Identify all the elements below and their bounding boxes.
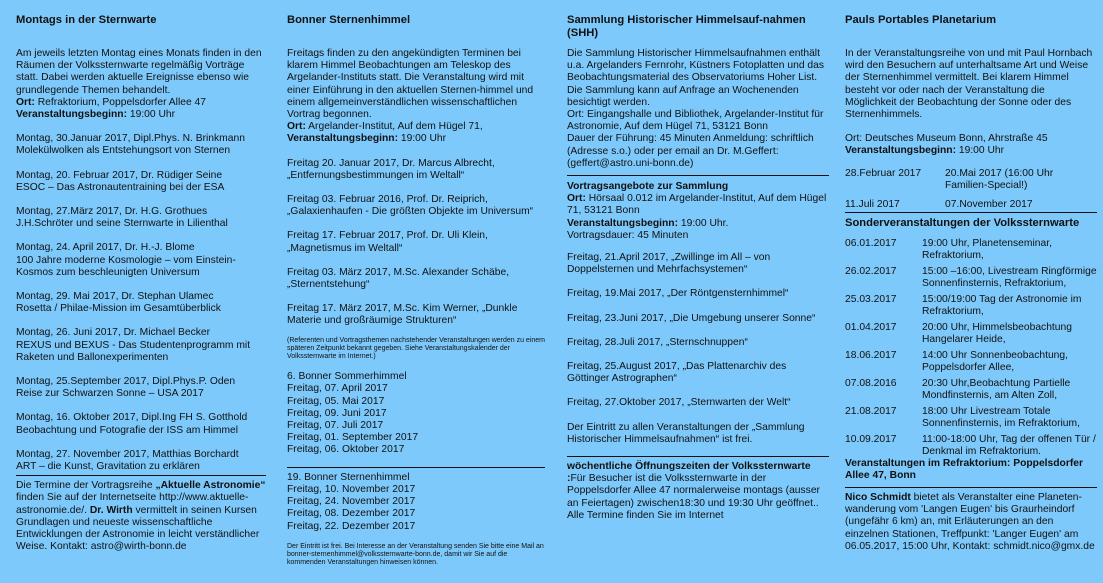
table-row: 11.Juli 2017 07.November 2017: [845, 198, 1033, 210]
table-row: 28.Februar 2017 20.Mai 2017 (16:00 Uhr Familien-Special!): [845, 167, 1054, 191]
table-row: 01.04.2017 20:00 Uhr, Himmelsbeobachtung Hangelarer Heide,: [845, 321, 1072, 345]
column-planetarium: [845, 0, 1097, 583]
talk-item: Montag, 26. Juni 2017, Dr. Michael Becker REXUS und BEXUS - Das Studentenprogramm mit Raketen und Ballonexperimenten: [16, 327, 251, 363]
column-montags: [16, 0, 266, 583]
divider: [567, 456, 829, 457]
divider: [845, 487, 1097, 488]
section-title: Pauls Portables Planetarium: [845, 14, 997, 26]
note-text: (Referenten und Vortragsthemen nachstehender Veranstaltungen werden zu einem späteren Zeitpunkt bekannt gegeben. Siehe Veranstaltungskalender der Volkssternwarte im Internet.): [287, 336, 546, 361]
column-bonner-sternenhimmel: [287, 0, 545, 583]
talk-item: Freitag 03. März 2017, M.Sc. Alexander Schäbe, „Sternentstehung“: [287, 266, 510, 291]
intro-text: Die Sammlung Historischer Himmelsaufnahmen enthält u.a. Argelanders Fernrohr, Küstners Fotoplatten und das Beobachtungsmaterial des Observatoriums Hoher List. Die Sammlung kann auf Anfrage an Wochenenden besichtigt werden. Ort: Eingangshalle und Bibliothek, Argelander-Institut für Astronomie, Auf dem Hügel 71, 53121 Bonn Dauer der Führung: 45 Minuten Anmeldung: schriftlich (Adresse s.o.) oder per email an Dr. M.Geffert: (geffert@astro.uni-bonn.de): [567, 48, 825, 169]
refraktorium-text: Veranstaltungen im Refraktorium: Poppelsdorfer Allee 47, Bonn: [845, 457, 1084, 481]
sonder-title: Sonderveranstaltungen der Volkssternwarte: [845, 216, 1080, 229]
table-row: 26.02.2017 15:00 –16:00, Livestream Ringförmige Sonnenfinsternis, Refraktorium,: [845, 265, 1097, 289]
table-row: 10.09.2017 11:00-18:00 Uhr, Tag der offenen Tür / Denkmal im Refraktorium.: [845, 433, 1096, 457]
oeffnungszeiten-text: wöchentliche Öffnungszeiten der Volkssternwarte :Für Besucher ist die Volkssternwarte in der Poppelsdorfer Allee 47 normalerweise montags (ausser an Feiertagen) zwischen18:30 und 19:30 Uhr geöffnet.. Alle Termine finden Sie im Internet: [567, 461, 820, 521]
section-title: Montags in der Sternwarte: [16, 14, 157, 26]
footer-text: Die Termine der Vortragsreihe „Aktuelle Astronomie“ finden Sie auf der Internetseite http://www.aktuelle-astronomie.de/. Dr. Wirth vermittelt in seinen Kursen Grundlagen und neueste wissenschaftliche Entwicklungen der Astronomie in leicht verständlicher Weise. Kontakt: astro@wirth-bonn.de: [16, 480, 266, 553]
talk-item: Montag, 30.Januar 2017, Dipl.Phys. N. Brinkmann Molekülwolken als Entstehungsort von Sternen: [16, 133, 245, 157]
intro-text: Freitags finden zu den angekündigten Terminen bei klarem Himmel Beobachtungen am Teleskop des Argelander-Instituts statt. Die Veranstaltung wird mit einer Einführung in den aktuellen Sternen-himmel und einem allgemeinverständlichen wissenschaftlichen Vortrag begonnen. Ort: Argelander-Institut, Auf dem Hügel 71, Veranstaltungsbeginn: 19:00 Uhr: [287, 48, 534, 145]
talk-item: Freitag 20. Januar 2017, Dr. Marcus Albrecht, „Entfernungsbestimmungen im Weltall“: [287, 157, 495, 181]
talk-item: Montag, 29. Mai 2017, Dr. Stephan Ulamec Rosetta / Philae-Mission im Gesamtüberblick: [16, 291, 221, 315]
talk-item: Montag, 27. November 2017, Matthias Borchardt ART – die Kunst, Gravitation zu erklären: [16, 448, 239, 473]
divider: [16, 475, 266, 476]
table-row: 25.03.2017 15:00/19:00 Tag der Astronomie im Refraktorium,: [845, 293, 1082, 317]
divider: [287, 467, 545, 468]
talk-item: Freitag, 28.Juli 2017, „Sternschnuppen“: [567, 336, 748, 348]
talk-list: [287, 158, 545, 328]
talk-item: Freitag 17. März 2017, M.Sc. Kim Werner, „Dunkle Materie und großräumige Strukturen“: [287, 303, 518, 327]
talk-item: Montag, 24. April 2017, Dr. H.-J. Blome 100 Jahre moderne Kosmologie – vom Einstein-Kosmos zum beschleunigten Universum: [16, 242, 236, 278]
talk-list: [567, 252, 829, 410]
column-shh: [567, 0, 829, 583]
table-row: 18.06.2017 14:00 Uhr Sonnenbeobachtung, Poppelsdorfer Allee,: [845, 349, 1068, 373]
ort-begin: Ort: Deutsches Museum Bonn, Ahrstraße 45 Veranstaltungsbeginn: 19:00 Uhr: [845, 133, 1048, 157]
sonder-table: [845, 238, 1097, 458]
talk-item: Freitag, 27.Oktober 2017, „Sternwarten der Welt“: [567, 397, 791, 409]
intro-text: Am jeweils letzten Montag eines Monats finden in den Räumen der Volkssternwarte regelmäßig Vorträge statt. Dabei werden aktuelle Ereignisse ebenso wie grundlegende Themen behandelt. Ort: Refraktorium, Poppelsdorfer Allee 47 Veranstaltungsbeginn: 19:00 Uhr: [16, 48, 262, 121]
table-row: 06.01.2017 19:00 Uhr, Planetenseminar, Refraktorium,: [845, 237, 1052, 261]
nico-text: Nico Schmidt bietet als Veranstalter eine Planeten-wanderung vom 'Langen Eugen' bis Graurheindorf (ungefähr 6 km) an, mit Erläuterungen an den einzelnen Stationen, Treffpunkt: 'Langer Eugen' am 06.05.2017, 15:00 Uhr, Kontakt: schmidt.nico@gmx.de: [845, 492, 1095, 552]
table-row: 21.08.2017 18:00 Uhr Livestream Totale Sonnenfinsternis, im Refraktorium,: [845, 405, 1080, 429]
talk-item: Freitag, 25.August 2017, „Das Plattenarchiv des Göttinger Astrographen“: [567, 361, 787, 385]
eintritt-text: Der Eintritt zu allen Veranstaltungen der „Sammlung Historischer Himmelsaufnahmen“ ist frei.: [567, 421, 805, 445]
talk-item: Freitag, 21.April 2017, „Zwillinge im All – von Doppelsternen und Mehrfachsystemen“: [567, 252, 771, 276]
section-title: Sammlung Historischer Himmelsauf-nahmen (SHH): [567, 14, 806, 39]
intro-text: In der Veranstaltungsreihe von und mit Paul Hornbach wird den Besuchern auf unterhaltsame Art und Weise der Sternenhimmel vermittelt. Bei klarem Himmel besteht vor oder nach der Veranstaltung die Möglichkeit der Beobachtung der Sonne oder des Sternenhimmels.: [845, 48, 1093, 121]
summer-dates: 6. Bonner Sommerhimmel Freitag, 07. April 2017 Freitag, 05. Mai 2017 Freitag, 09. Juni 2017 Freitag, 07. Juli 2017 Freitag, 01. September 2017 Freitag, 06. Oktober 2017: [287, 371, 419, 456]
talk-list: [16, 133, 266, 473]
talk-item: Freitag 03. Februar 2016, Prof. Dr. Reiprich, „Galaxienhaufen - Die größten Objekte im Universum“: [287, 194, 534, 218]
divider: [845, 212, 1097, 213]
talk-item: Montag, 25.September 2017, Dipl.Phys.P. Oden Reise zur Schwarzen Sonne – USA 2017: [16, 376, 236, 400]
talk-item: Freitag, 19.Mai 2017, „Der Röntgensternhimmel“: [567, 288, 789, 300]
talk-item: Freitag 17. Februar 2017, Prof. Dr. Uli Klein, „Magnetismus im Weltall“: [287, 230, 488, 254]
vortrag-info: Vortragsangebote zur Sammlung Ort: Hörsaal 0.012 im Argelander-Institut, Auf dem Hügel 71, 53121 Bonn Veranstaltungsbeginn: 19:00 Uhr. Vortragsdauer: 45 Minuten: [567, 181, 827, 241]
section-title: Bonner Sternenhimmel: [287, 14, 411, 26]
talk-item: Freitag, 23.Juni 2017, „Die Umgebung unserer Sonne“: [567, 312, 816, 324]
talk-item: Montag, 16. Oktober 2017, Dipl.Ing FH S. Gotthold Beobachtung und Fotografie der ISS am Himmel: [16, 412, 248, 436]
dates-table: [845, 168, 1097, 211]
divider: [567, 175, 829, 176]
winter-dates: 19. Bonner Sternenhimmel Freitag, 10. November 2017 Freitag, 24. November 2017 Freitag, 08. Dezember 2017 Freitag, 22. Dezember 2017: [287, 471, 416, 532]
talk-item: Montag, 20. Februar 2017, Dr. Rüdiger Seine ESOC – Das Astronautentraining bei der ESA: [16, 169, 225, 193]
table-row: 07.08.2016 20:30 Uhr,Beobachtung Partielle Mondfinsternis, am Alten Zoll,: [845, 377, 1071, 401]
talk-item: Montag, 27.März 2017, Dr. H.G. Grothues J.H.Schröter und seine Sternwarte in Lilienthal: [16, 206, 228, 230]
footnote-text: Der Eintritt ist frei. Bei Interesse an der Veranstaltung senden Sie bitte eine Mail an bonner-sternenhimmel@volkssternwarte-bonn.de, damit wir Sie auf die kommenden Veranstaltungen hinweisen können.: [287, 542, 544, 567]
